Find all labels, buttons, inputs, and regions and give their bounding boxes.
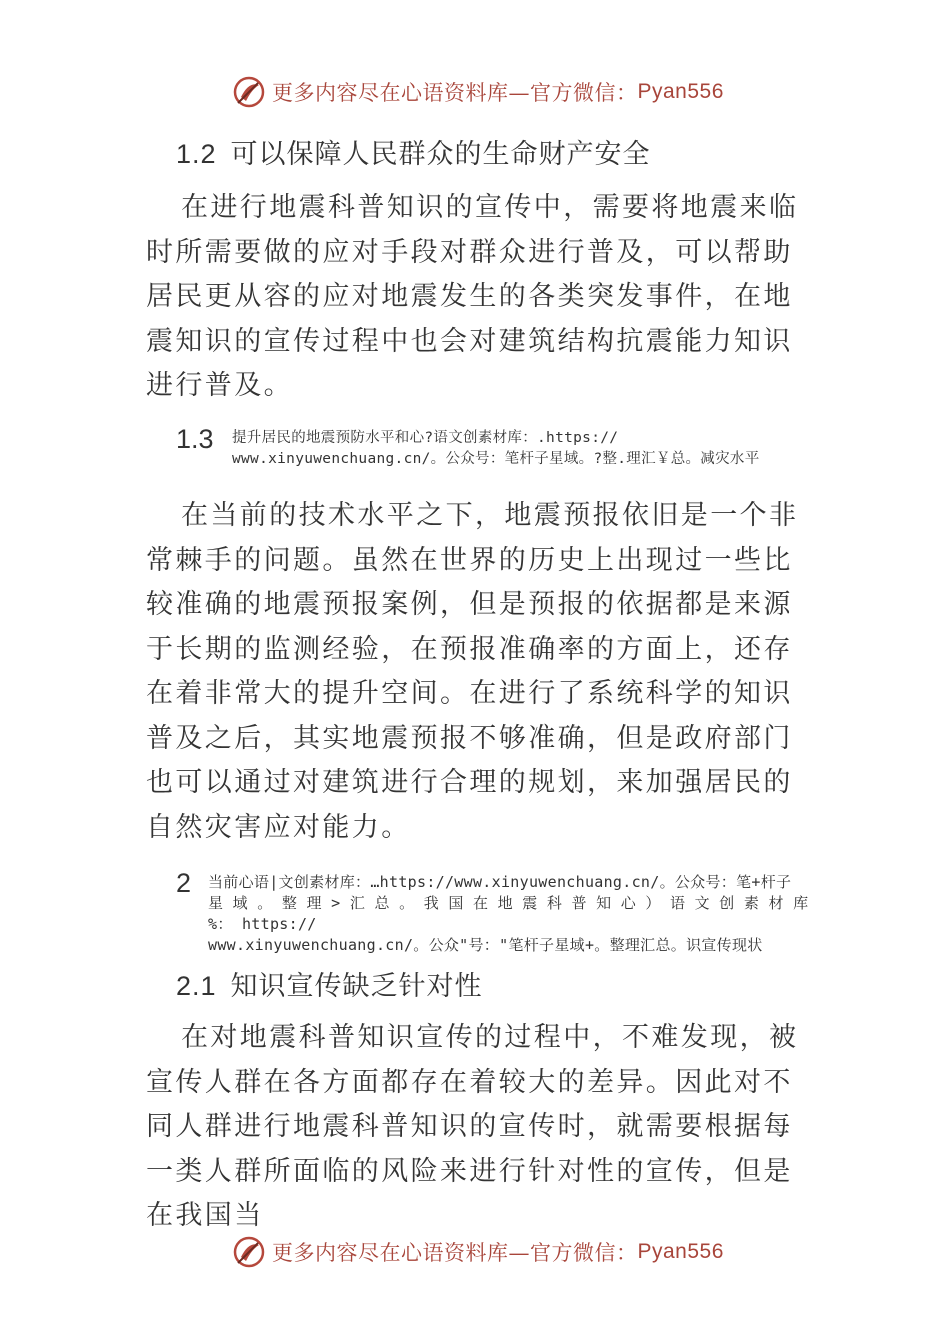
heading-line: 提升居民的地震预防水平和心?语文创素材库：.https:// xyxy=(232,430,619,446)
section-number: 1.2 xyxy=(176,139,217,169)
banner-text: 更多内容尽在心语资料库—官方微信： xyxy=(272,81,638,105)
section-number: 2.1 xyxy=(176,971,217,1001)
section-heading-2-1 xyxy=(176,964,483,1003)
section-heading-1-2 xyxy=(176,132,651,171)
footer-banner xyxy=(232,1232,732,1272)
heading-line: www.xinyuwenchuang.cn/。公众"号："笔杆子星域+。整理汇总。识宣传现状 xyxy=(208,936,763,954)
paragraph-3: 在对地震科普知识宣传的过程中，不难发现，被宣传人群在各方面都存在着较大的差异。因此对不同人群进行地震科普知识的宣传时，就需要根据每一类人群所面临的风险来进行针对性的宣传，但是在我国当 xyxy=(146,1022,799,1231)
header-banner xyxy=(232,72,732,112)
section-heading-text xyxy=(232,428,760,470)
section-heading-1-3 xyxy=(176,424,836,470)
banner-account: Pyan556 xyxy=(637,1240,724,1263)
heading-line: www.xinyuwenchuang.cn/。公众号：笔杆子星域。?整.理汇￥总。减灾水平 xyxy=(232,451,760,467)
section-title: 可以保障人民群众的生命财产安全 xyxy=(230,139,651,170)
heading-line: 当前心语|文创素材库：…https://www.xinyuwenchuang.cn/。公众号：笔+杆子 xyxy=(208,873,792,891)
brand-logo-icon xyxy=(232,75,266,109)
banner-text: 更多内容尽在心语资料库—官方微信： xyxy=(272,1241,638,1265)
heading-line: 星 域 。 整 理 > 汇 总 。 我 国 在 地 震 科 普 知 心 ） 语 文 创 素 材 库 %： https:// xyxy=(208,894,809,933)
section-heading-text xyxy=(208,872,836,956)
section-number: 1.3 xyxy=(176,424,214,454)
paragraph-2: 在当前的技术水平之下，地震预报依旧是一个非常棘手的问题。虽然在世界的历史上出现过一些比较准确的地震预报案例，但是预报的依据都是来源于长期的监测经验，在预报准确率的方面上，还存在着非常大的提升空间。在进行了系统科学的知识普及之后，其实地震预报不够准确，但是政府部门也可以通过对建筑进行合理的规划，来加强居民的自然灾害应对能力。 xyxy=(146,500,799,843)
banner-account: Pyan556 xyxy=(637,80,724,103)
section-title: 知识宣传缺乏针对性 xyxy=(230,971,483,1002)
section-heading-2 xyxy=(176,868,836,956)
brand-logo-icon xyxy=(232,1235,266,1269)
section-number: 2 xyxy=(176,868,192,898)
paragraph-1: 在进行地震科普知识的宣传中，需要将地震来临时所需要做的应对手段对群众进行普及，可以帮助居民更从容的应对地震发生的各类突发事件，在地震知识的宣传过程中也会对建筑结构抗震能力知识进行普及。 xyxy=(146,192,799,401)
